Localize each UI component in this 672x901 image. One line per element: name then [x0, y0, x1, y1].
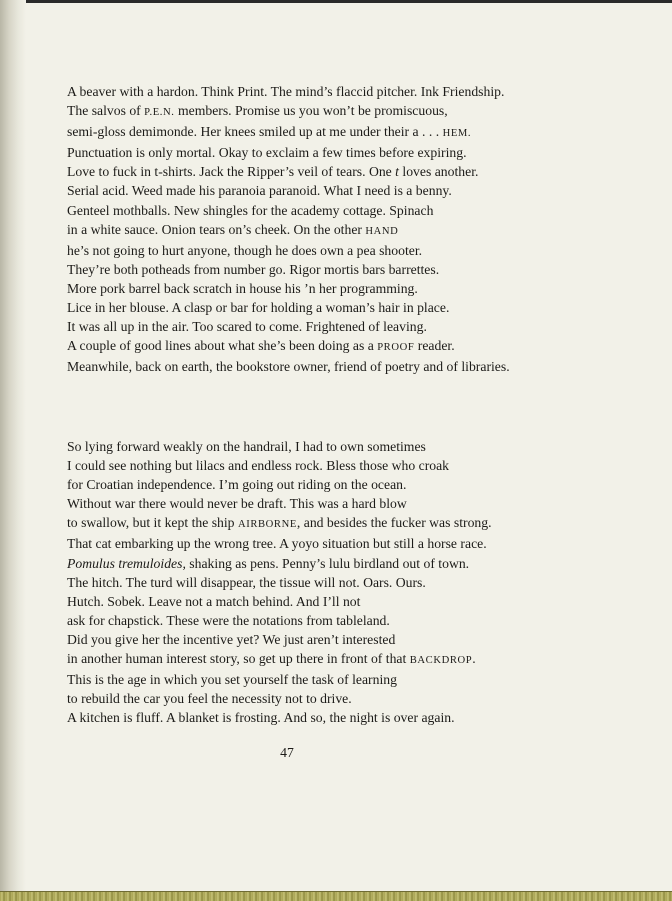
line-text: A couple of good lines about what she’s been doing as a: [67, 338, 378, 354]
poem-line: [67, 101, 607, 122]
line-text: shaking as pens. Penny’s lulu birdland out of town.: [185, 555, 470, 571]
poem-line: [67, 475, 607, 494]
line-text: in another human interest story, so get up there in front of that: [67, 651, 410, 667]
line-text: So lying forward weakly on the handrail, I had to own sometimes: [67, 439, 426, 454]
line-text: Meanwhile, back on earth, the bookstore owner, friend of poetry and of libraries.: [67, 359, 510, 375]
poem-line: [67, 241, 607, 260]
small-caps-word: P.E.N.: [144, 107, 175, 119]
poem-line: [67, 670, 607, 689]
line-text: semi-gloss demimonde. Her knees smiled up at me under their a . . .: [67, 124, 443, 140]
line-text: , and besides the fucker was strong.: [296, 515, 492, 531]
line-text: to swallow, but it kept the ship: [67, 515, 238, 531]
poem-line: [67, 201, 607, 220]
poem-line: [67, 573, 607, 592]
poem-line: [67, 494, 607, 513]
line-text: members. Promise us you won’t be promiscuous,: [174, 103, 448, 119]
line-text: .: [472, 651, 476, 667]
line-text: Lice in her blouse. A clasp or bar for holding a woman’s hair in place.: [67, 300, 450, 316]
poem-line: [67, 513, 607, 534]
poem-line: [67, 181, 607, 200]
italic-text: t: [395, 164, 399, 180]
line-text: Hutch. Sobek. Leave not a match behind. And I’ll not: [67, 593, 361, 609]
line-text: reader.: [414, 338, 455, 354]
poem-line: [67, 162, 607, 181]
line-text: Genteel mothballs. New shingles for the academy cottage. Spinach: [67, 202, 434, 218]
line-text: he’s not going to hurt anyone, though he does own a pea shooter.: [67, 242, 423, 258]
line-text: Without war there would never be draft. This was a hard blow: [67, 496, 407, 512]
poem-line: [67, 143, 607, 162]
poem-line: [67, 611, 607, 630]
poem-stanza-1: [67, 82, 607, 376]
poem-line: [67, 630, 607, 649]
small-caps-word: HEM.: [442, 128, 472, 140]
poem-line: [67, 456, 607, 475]
line-text: ask for chapstick. These were the notations from tableland.: [67, 612, 390, 628]
poem-line: [67, 534, 607, 553]
line-text: A beaver with a hardon. Think Print. The mind’s flaccid pitcher. Ink Friendship.: [67, 84, 505, 99]
line-text: Did you give her the incentive yet? We just aren’t interested: [67, 631, 396, 647]
line-text: I could see nothing but lilacs and endless rock. Bless those who croak: [67, 458, 450, 474]
line-text: The salvos of: [67, 103, 145, 119]
line-text: for Croatian independence. I’m going out riding on the ocean.: [67, 477, 407, 493]
poem-line: [67, 357, 607, 376]
page-number: 47: [280, 745, 294, 760]
small-caps-word: PROOF: [377, 342, 415, 354]
poem-line: [67, 592, 607, 611]
poem-line: [67, 82, 607, 101]
line-text: They’re both potheads from number go. Rigor mortis bars barrettes.: [67, 261, 440, 277]
page-bottom-edge: [0, 891, 672, 901]
line-text: It was all up in the air. Too scared to come. Frightened of leaving.: [67, 319, 427, 335]
poem-line: [67, 649, 607, 670]
italic-text: Pomulus tremuloides,: [67, 555, 186, 571]
poem-stanza-2: [67, 437, 607, 727]
poem-line: [67, 437, 607, 456]
line-text: Love to fuck in t-shirts. Jack the Ripper’s veil of tears. One: [67, 164, 396, 180]
line-text: Punctuation is only mortal. Okay to exclaim a few times before expiring.: [67, 145, 467, 161]
poem-line: [67, 220, 607, 241]
poem-line: [67, 317, 607, 336]
line-text: This is the age in which you set yourself the task of learning: [67, 672, 397, 688]
poem-line: [67, 554, 607, 573]
poem-line: [67, 122, 607, 143]
small-caps-word: BACKDROP: [409, 655, 473, 667]
poem-line: [67, 336, 607, 357]
line-text: Serial acid. Weed made his paranoia paranoid. What I need is a benny.: [67, 183, 452, 199]
line-text: More pork barrel back scratch in house his ’n her programming.: [67, 280, 418, 296]
line-text: The hitch. The turd will disappear, the tissue will not. Oars. Ours.: [67, 574, 426, 590]
small-caps-word: HAND: [365, 225, 399, 237]
line-text: to rebuild the car you feel the necessity not to drive.: [67, 691, 352, 707]
line-text: in a white sauce. Onion tears on’s cheek. On the other: [67, 221, 366, 237]
line-text: loves another.: [398, 164, 479, 180]
line-text: That cat embarking up the wrong tree. A yoyo situation but still a horse race.: [67, 536, 487, 552]
small-caps-word: AIRBORNE: [237, 519, 297, 531]
poem-line: [67, 298, 607, 317]
poem-line: [67, 689, 607, 708]
poem-line: [67, 708, 607, 727]
poem-line: [67, 279, 607, 298]
poem-line: [67, 260, 607, 279]
line-text: A kitchen is fluff. A blanket is frosting. And so, the night is over again.: [67, 710, 455, 726]
